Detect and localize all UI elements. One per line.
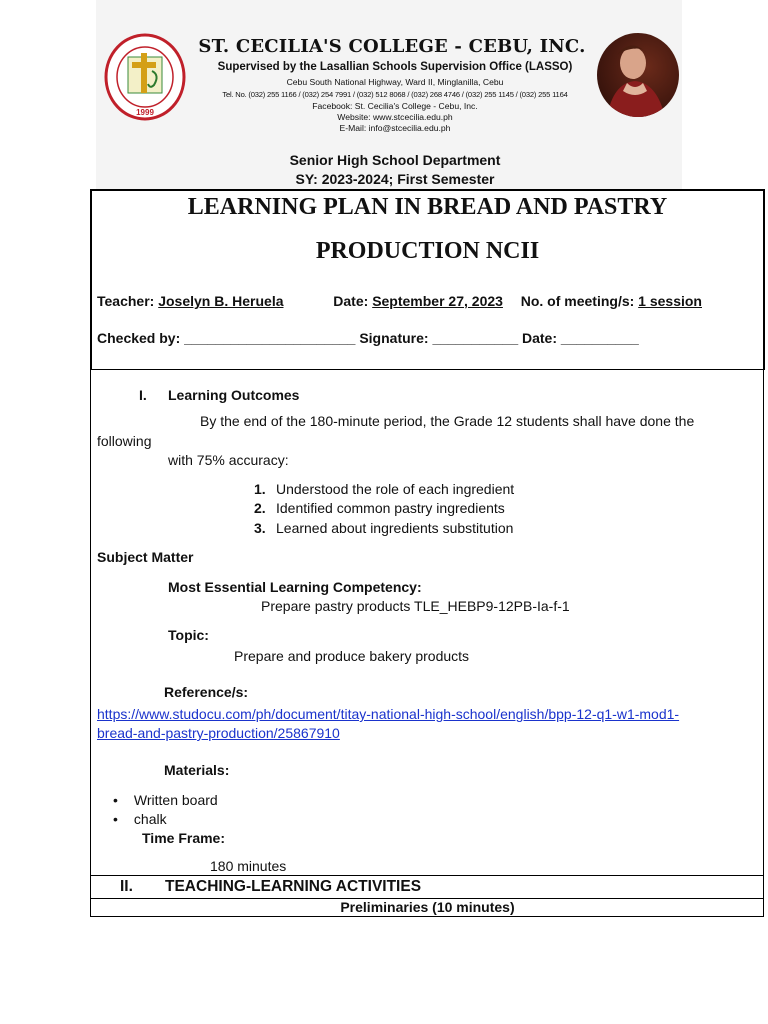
signature-label: Signature:	[359, 330, 429, 346]
checked-by-blank: ______________________	[184, 330, 356, 346]
outcome-item: 3. Learned about ingredients substitution	[254, 520, 514, 536]
signature-blank: ___________	[432, 330, 519, 346]
melc-value: Prepare pastry products TLE_HEBP9-12PB-Ia-f-1	[261, 598, 570, 614]
subject-matter-heading: Subject Matter	[97, 549, 194, 565]
school-year: SY: 2023-2024; First Semester	[295, 171, 495, 187]
plan-title-line2: PRODUCTION NCII	[315, 238, 540, 264]
outcomes-intro-line3: with 75% accuracy:	[168, 452, 289, 468]
date2-label: Date:	[522, 330, 558, 346]
activities-heading: TEACHING-LEARNING ACTIVITIES	[165, 878, 422, 895]
reference-label: Reference/s:	[164, 684, 249, 700]
college-seal-icon	[104, 33, 186, 121]
address: Cebu South National Highway, Ward II, Minglanilla, Cebu	[286, 77, 504, 87]
department: Senior High School Department	[289, 152, 501, 168]
date-value: September 27, 2023	[372, 293, 503, 309]
outcomes-intro-line2: following	[97, 433, 152, 449]
department-block	[200, 151, 590, 189]
date2-blank: __________	[560, 330, 639, 346]
preliminaries-heading: Preliminaries (10 minutes)	[340, 899, 515, 915]
material-item: • Written board	[113, 792, 218, 808]
teacher-row	[97, 293, 702, 309]
activities-numeral: II.	[120, 878, 133, 895]
time-frame-value: 180 minutes	[210, 858, 287, 874]
supervising-office: Supervised by the Lasallian Schools Supervision Office (LASSO)	[217, 61, 573, 73]
reference-link[interactable]: https://www.studocu.com/ph/document/titay-national-high-school/english/bpp-12-q1-w1-mod1- bread-and-pastry-production/25867910	[97, 706, 680, 741]
seal-year: 1999	[136, 108, 154, 117]
meetings-value: 1 session	[638, 293, 702, 309]
outcome-item: 2. Identified common pastry ingredients	[254, 500, 505, 516]
topic-label: Topic:	[168, 627, 209, 643]
teacher-name: Joselyn B. Heruela	[158, 293, 284, 309]
material-item: • chalk	[113, 811, 167, 827]
plan-title-line1: LEARNING PLAN IN BREAD AND PASTRY	[187, 194, 668, 220]
meetings-label: No. of meeting/s:	[520, 293, 635, 309]
saint-cecilia-portrait-icon	[597, 33, 679, 117]
right-border	[763, 370, 764, 917]
outcomes-numeral: I.	[139, 387, 147, 403]
materials-label: Materials:	[164, 762, 230, 778]
table-top-border	[90, 875, 764, 876]
checked-row	[97, 330, 639, 346]
checked-by-label: Checked by:	[97, 330, 181, 346]
date-label: Date:	[333, 293, 369, 309]
college-name: ST. CECILIA'S COLLEGE - CEBU, INC.	[198, 36, 586, 57]
topic-value: Prepare and produce bakery products	[234, 648, 470, 664]
left-border	[90, 370, 91, 917]
telephone-numbers: Tel. No. (032) 255 1166 / (032) 254 7991 / (032) 512 8068 / (032) 268 4746 / (032) 255 1145 / (032) 255 1164	[222, 90, 568, 99]
melc-label: Most Essential Learning Competency:	[168, 579, 422, 595]
website: Website: www.stcecilia.edu.ph	[337, 112, 453, 122]
table-bottom-border	[90, 916, 764, 917]
time-frame-label: Time Frame:	[142, 830, 225, 846]
teacher-label: Teacher:	[97, 293, 155, 309]
outcome-item: 1. Understood the role of each ingredient	[254, 481, 515, 497]
outcomes-heading: Learning Outcomes	[168, 387, 300, 403]
email: E-Mail: info@stcecilia.edu.ph	[339, 123, 451, 133]
outcomes-intro-line1: By the end of the 180-minute period, the Grade 12 students shall have done the	[200, 413, 695, 429]
facebook: Facebook: St. Cecilia's College - Cebu, Inc.	[312, 101, 478, 111]
